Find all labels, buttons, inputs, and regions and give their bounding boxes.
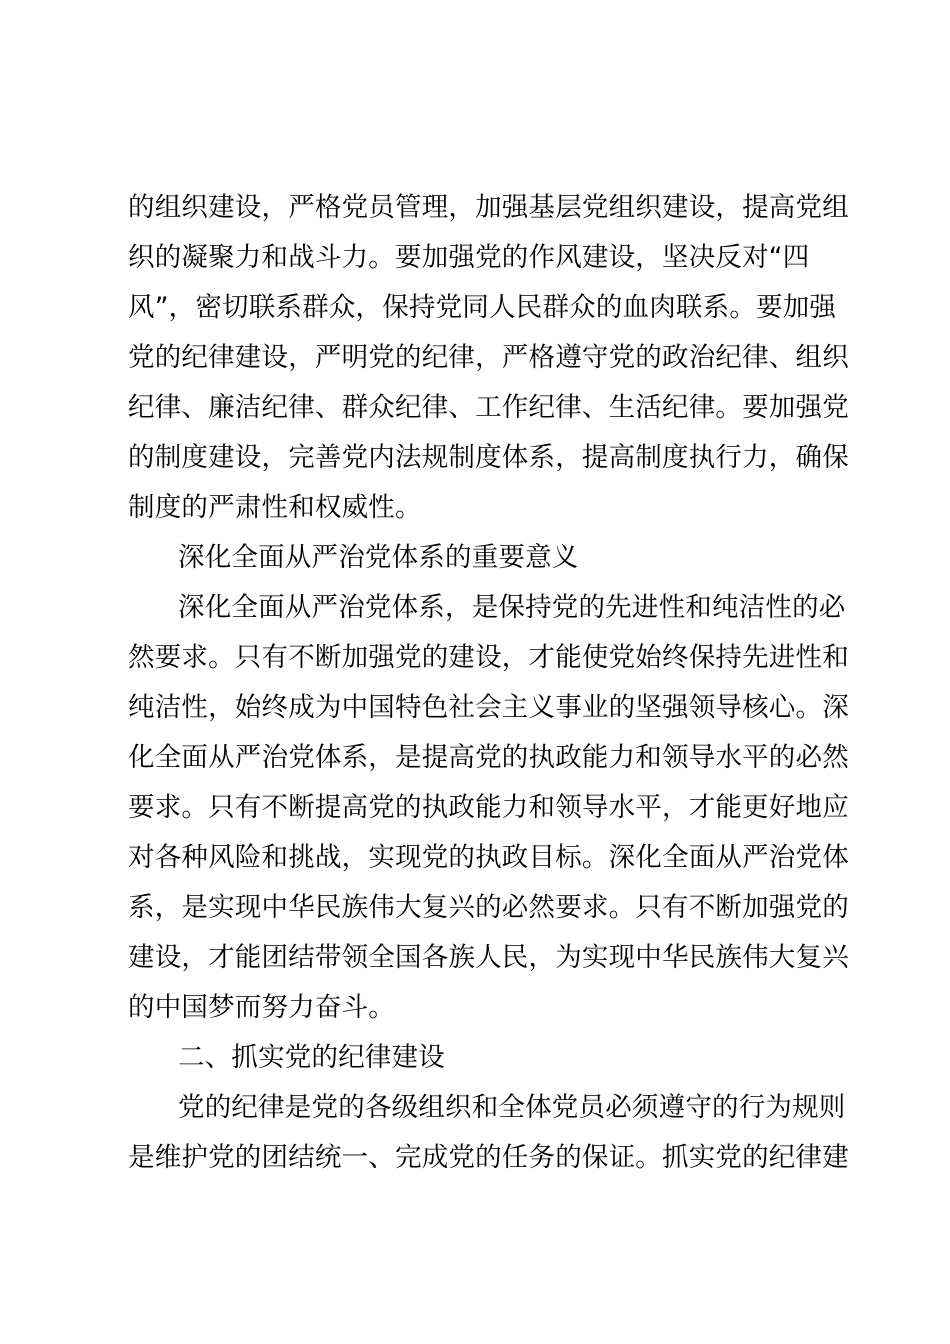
section-heading: 深化全面从严治党体系的重要意义 bbox=[178, 542, 579, 573]
text-line: 然要求。只有不断加强党的建设，才能使党始终保持先进性和 bbox=[128, 642, 849, 673]
text-line: 深化全面从严治党体系，是保持党的先进性和纯洁性的必 bbox=[178, 592, 846, 623]
text-line: 化全面从严治党体系，是提高党的执政能力和领导水平的必然 bbox=[128, 742, 849, 773]
text-line: 要求。只有不断提高党的执政能力和领导水平，才能更好地应 bbox=[128, 792, 849, 823]
text-line: 纯洁性，始终成为中国特色社会主义事业的坚强领导核心。深 bbox=[128, 692, 849, 723]
text-line: 对各种风险和挑战，实现党的执政目标。深化全面从严治党体 bbox=[128, 842, 849, 873]
text-line: 纪律、廉洁纪律、群众纪律、工作纪律、生活纪律。要加强党 bbox=[128, 392, 849, 423]
text-line: 的中国梦而努力奋斗。 bbox=[128, 992, 395, 1023]
text-line: 织的凝聚力和战斗力。要加强党的作风建设，坚决反对“四 bbox=[128, 242, 810, 273]
text-line: 是维护党的团结统一、完成党的任务的保证。抓实党的纪律建 bbox=[128, 1142, 849, 1173]
text-line: 的组织建设，严格党员管理，加强基层党组织建设，提高党组 bbox=[128, 192, 849, 223]
text-line: 系，是实现中华民族伟大复兴的必然要求。只有不断加强党的 bbox=[128, 892, 849, 923]
text-line: 党的纪律建设，严明党的纪律，严格遵守党的政治纪律、组织 bbox=[128, 342, 849, 373]
text-line: 风”，密切联系群众，保持党同人民群众的血肉联系。要加强 bbox=[128, 292, 837, 323]
text-line: 制度的严肃性和权威性。 bbox=[128, 492, 422, 523]
text-line: 党的纪律是党的各级组织和全体党员必须遵守的行为规则 bbox=[178, 1092, 846, 1123]
text-line: 建设，才能团结带领全国各族人民，为实现中华民族伟大复兴 bbox=[128, 942, 849, 973]
text-line: 的制度建设，完善党内法规制度体系，提高制度执行力，确保 bbox=[128, 442, 849, 473]
document-body bbox=[128, 183, 849, 1183]
section-heading: 二、抓实党的纪律建设 bbox=[178, 1042, 445, 1073]
